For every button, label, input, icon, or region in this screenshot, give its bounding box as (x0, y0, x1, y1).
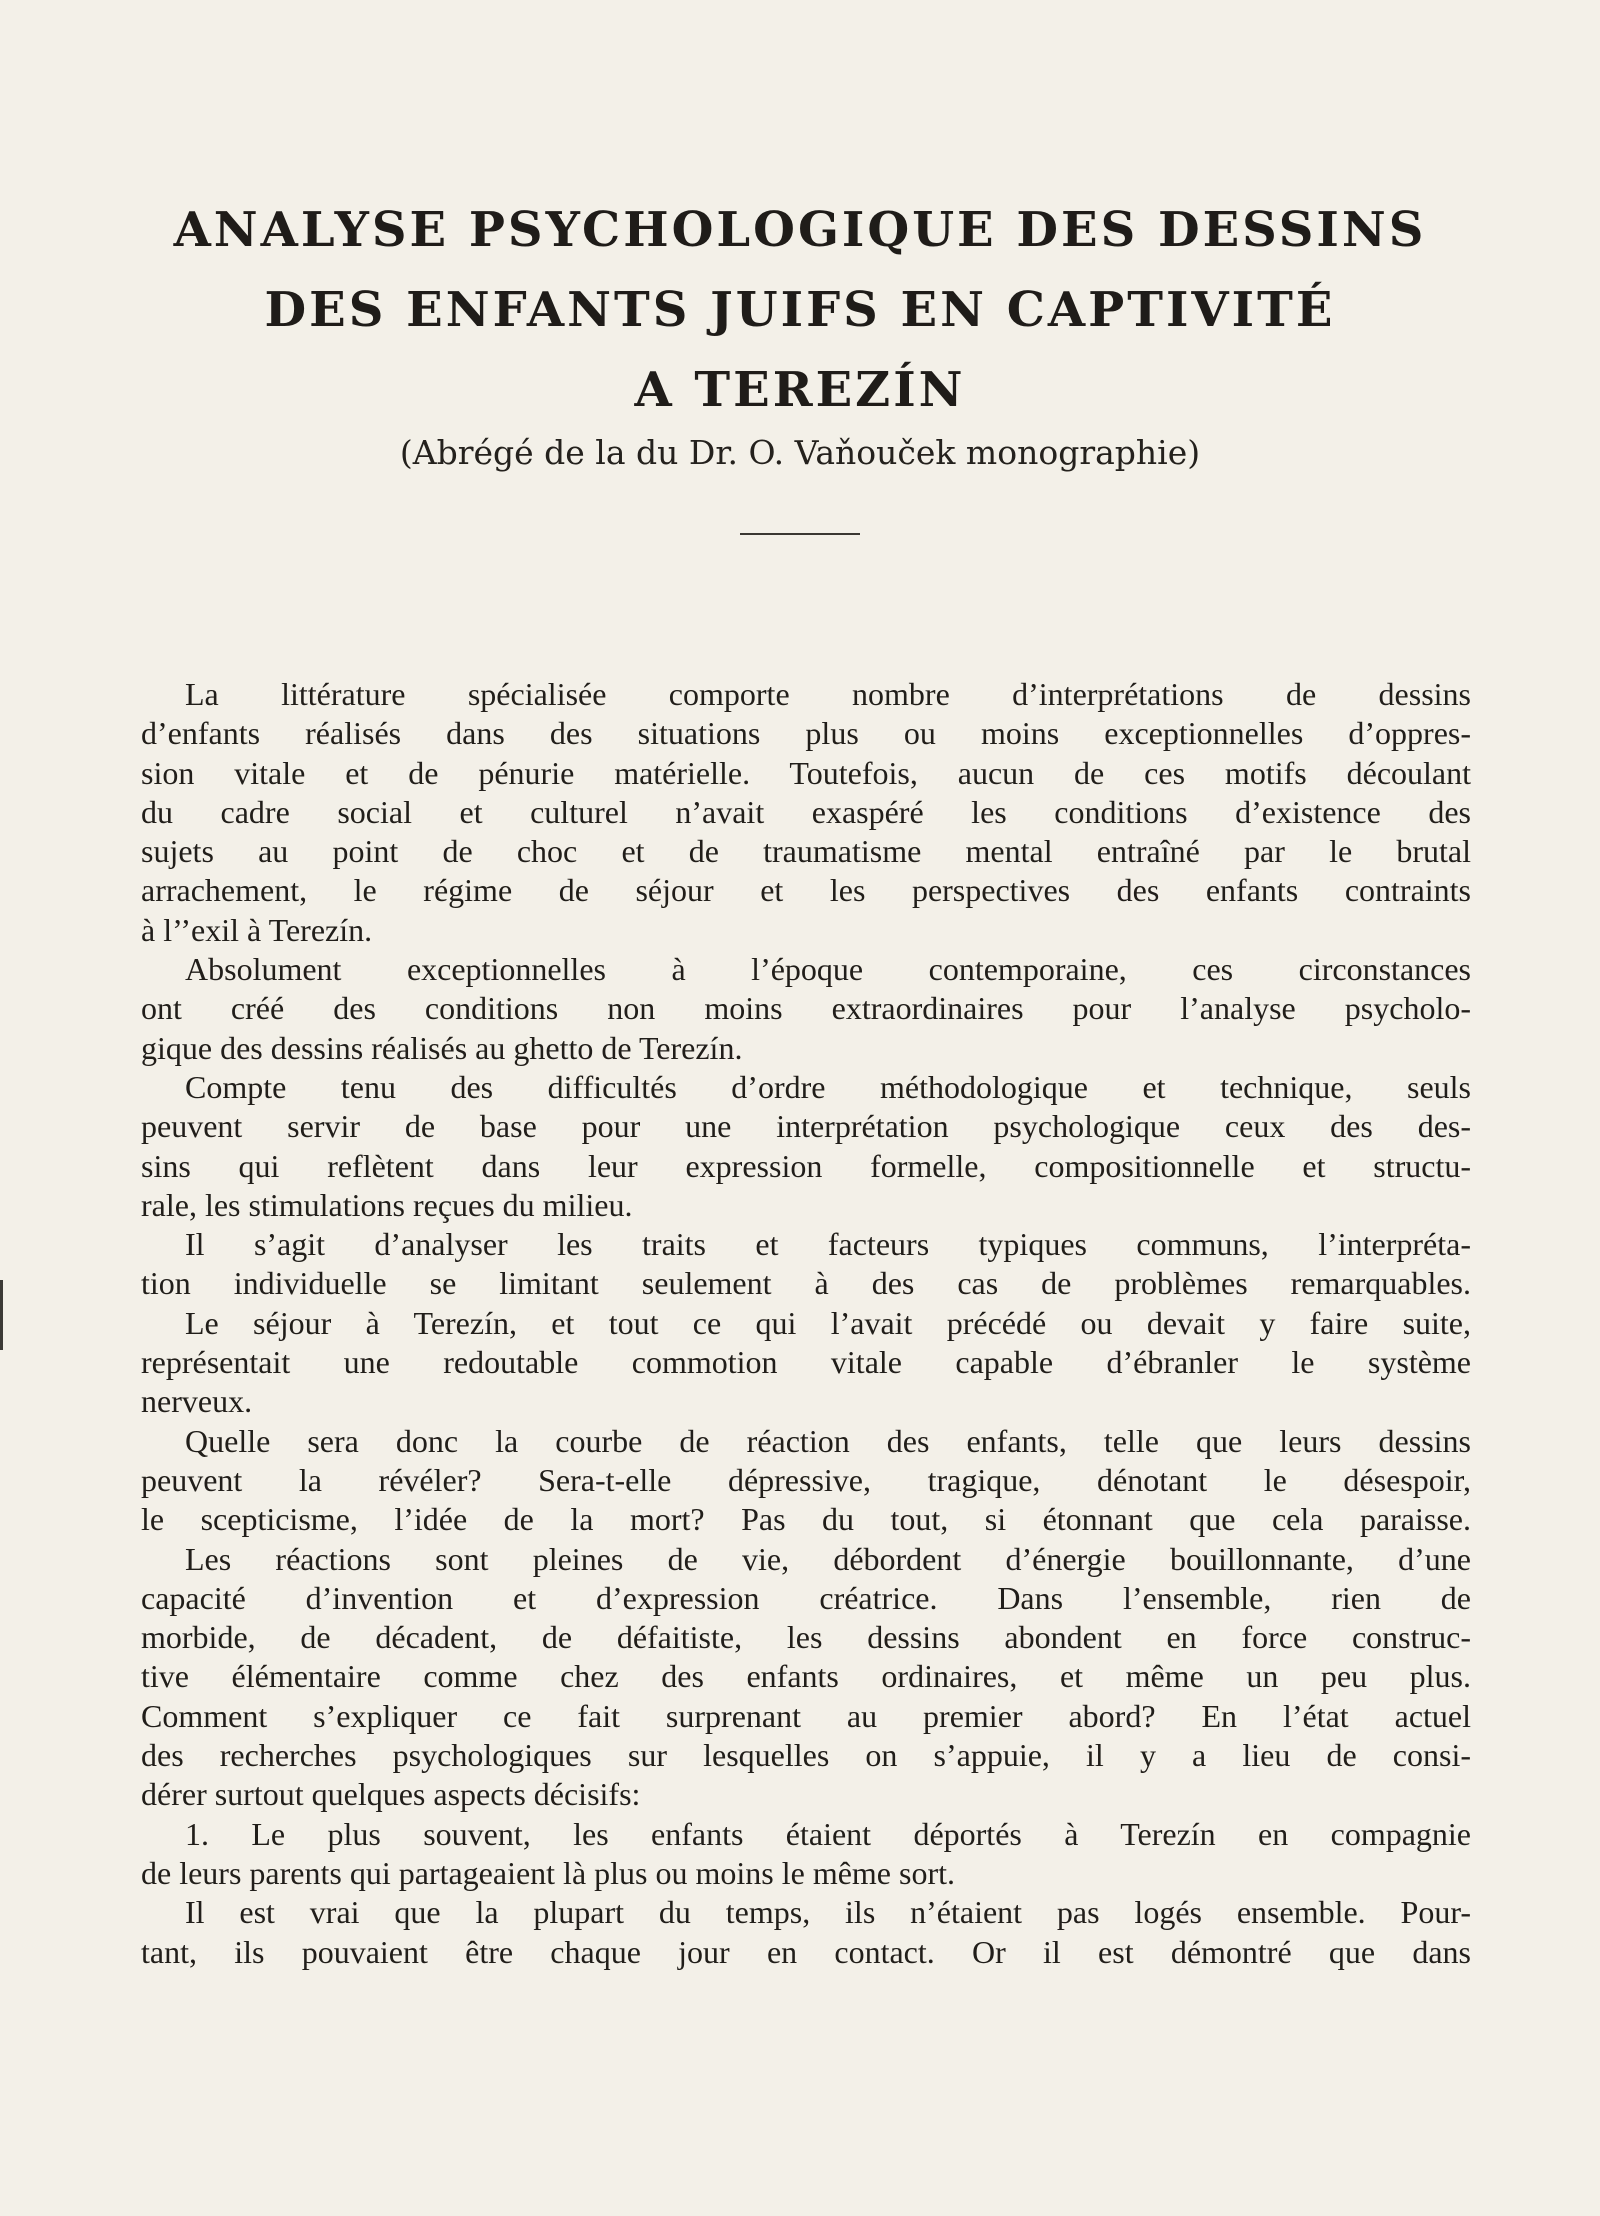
text-line: Quelle sera donc la courbe de réaction des enfants, telle que leurs dessins (185, 1422, 1471, 1459)
text-line: arrachement, le régime de séjour et les perspectives des enfants contraints (141, 872, 1471, 909)
title-line: ANALYSE PSYCHOLOGIQUE DES DESSINS (173, 202, 1427, 258)
text-line: 1. Le plus souvent, les enfants étaient déportés à Terezín en compagnie (185, 1815, 1471, 1852)
text-line: le scepticisme, l’idée de la mort? Pas du tout, si étonnant que cela paraisse. (141, 1501, 1471, 1538)
text-line: capacité d’invention et d’expression créatrice. Dans l’ensemble, rien de (141, 1579, 1471, 1616)
text-line: tant, ils pouvaient être chaque jour en contact. Or il est démontré que dans (141, 1933, 1471, 1970)
title-line: DES ENFANTS JUIFS EN CAPTIVITÉ (264, 282, 1336, 338)
text-line: ont créé des conditions non moins extraordinaires pour l’analyse psycholo- (141, 990, 1471, 1027)
text-line: gique des dessins réalisés au ghetto de Terezín. (141, 1029, 743, 1066)
text-line: sins qui reflètent dans leur expression formelle, compositionnelle et structu- (141, 1147, 1471, 1184)
document-subtitle: (Abrégé de la du Dr. O. Vaňouček monographie) (399, 433, 1201, 472)
text-line: morbide, de décadent, de défaitiste, les dessins abondent en force construc- (141, 1619, 1471, 1656)
text-line: des recherches psychologiques sur lesquelles on s’appuie, il y a lieu de consi- (141, 1737, 1471, 1774)
text-line: sujets au point de choc et de traumatisme mental entraîné par le brutal (141, 833, 1471, 870)
document-title (120, 190, 1480, 430)
section-divider (740, 533, 860, 535)
text-line: du cadre social et culturel n’avait exaspéré les conditions d’existence des (141, 793, 1471, 830)
text-line: tion individuelle se limitant seulement à des cas de problèmes remarquables. (141, 1265, 1471, 1302)
text-line: d’enfants réalisés dans des situations plus ou moins exceptionnelles d’oppres- (141, 715, 1471, 752)
text-line: Absolument exceptionnelles à l’époque contemporaine, ces circonstances (185, 951, 1471, 988)
text-line: peuvent servir de base pour une interprétation psychologique ceux des des- (141, 1108, 1471, 1145)
text-line: Comment s’expliquer ce fait surprenant au premier abord? En l’état actuel (141, 1697, 1471, 1734)
text-line: Compte tenu des difficultés d’ordre méthodologique et technique, seuls (185, 1068, 1471, 1105)
text-line: nerveux. (141, 1383, 253, 1420)
text-line: peuvent la révéler? Sera-t-elle dépressive, tragique, dénotant le désespoir, (141, 1461, 1471, 1498)
text-line: Il s’agit d’analyser les traits et facteurs typiques communs, l’interpréta- (185, 1226, 1471, 1263)
title-line: A TEREZÍN (634, 362, 966, 418)
text-line: à l’’exil à Terezín. (141, 911, 373, 948)
text-line: La littérature spécialisée comporte nombre d’interprétations de dessins (185, 676, 1471, 712)
text-line: rale, les stimulations reçues du milieu. (141, 1186, 633, 1223)
text-line: Le séjour à Terezín, et tout ce qui l’avait précédé ou devait y faire suite, (185, 1304, 1471, 1341)
text-line: représentait une redoutable commotion vitale capable d’ébranler le système (141, 1344, 1471, 1381)
text-line: sion vitale et de pénurie matérielle. Toutefois, aucun de ces motifs découlant (141, 754, 1471, 791)
body-text (141, 675, 1471, 1972)
text-line: Il est vrai que la plupart du temps, ils n’étaient pas logés ensemble. Pour- (185, 1894, 1471, 1931)
text-line: tive élémentaire comme chez des enfants ordinaires, et même un peu plus. (141, 1658, 1471, 1695)
text-line: de leurs parents qui partageaient là plus ou moins le même sort. (141, 1854, 955, 1891)
text-line: Les réactions sont pleines de vie, débordent d’énergie bouillonnante, d’une (185, 1540, 1471, 1577)
page-edge-mark (0, 1280, 3, 1350)
text-line: dérer surtout quelques aspects décisifs: (141, 1776, 641, 1813)
